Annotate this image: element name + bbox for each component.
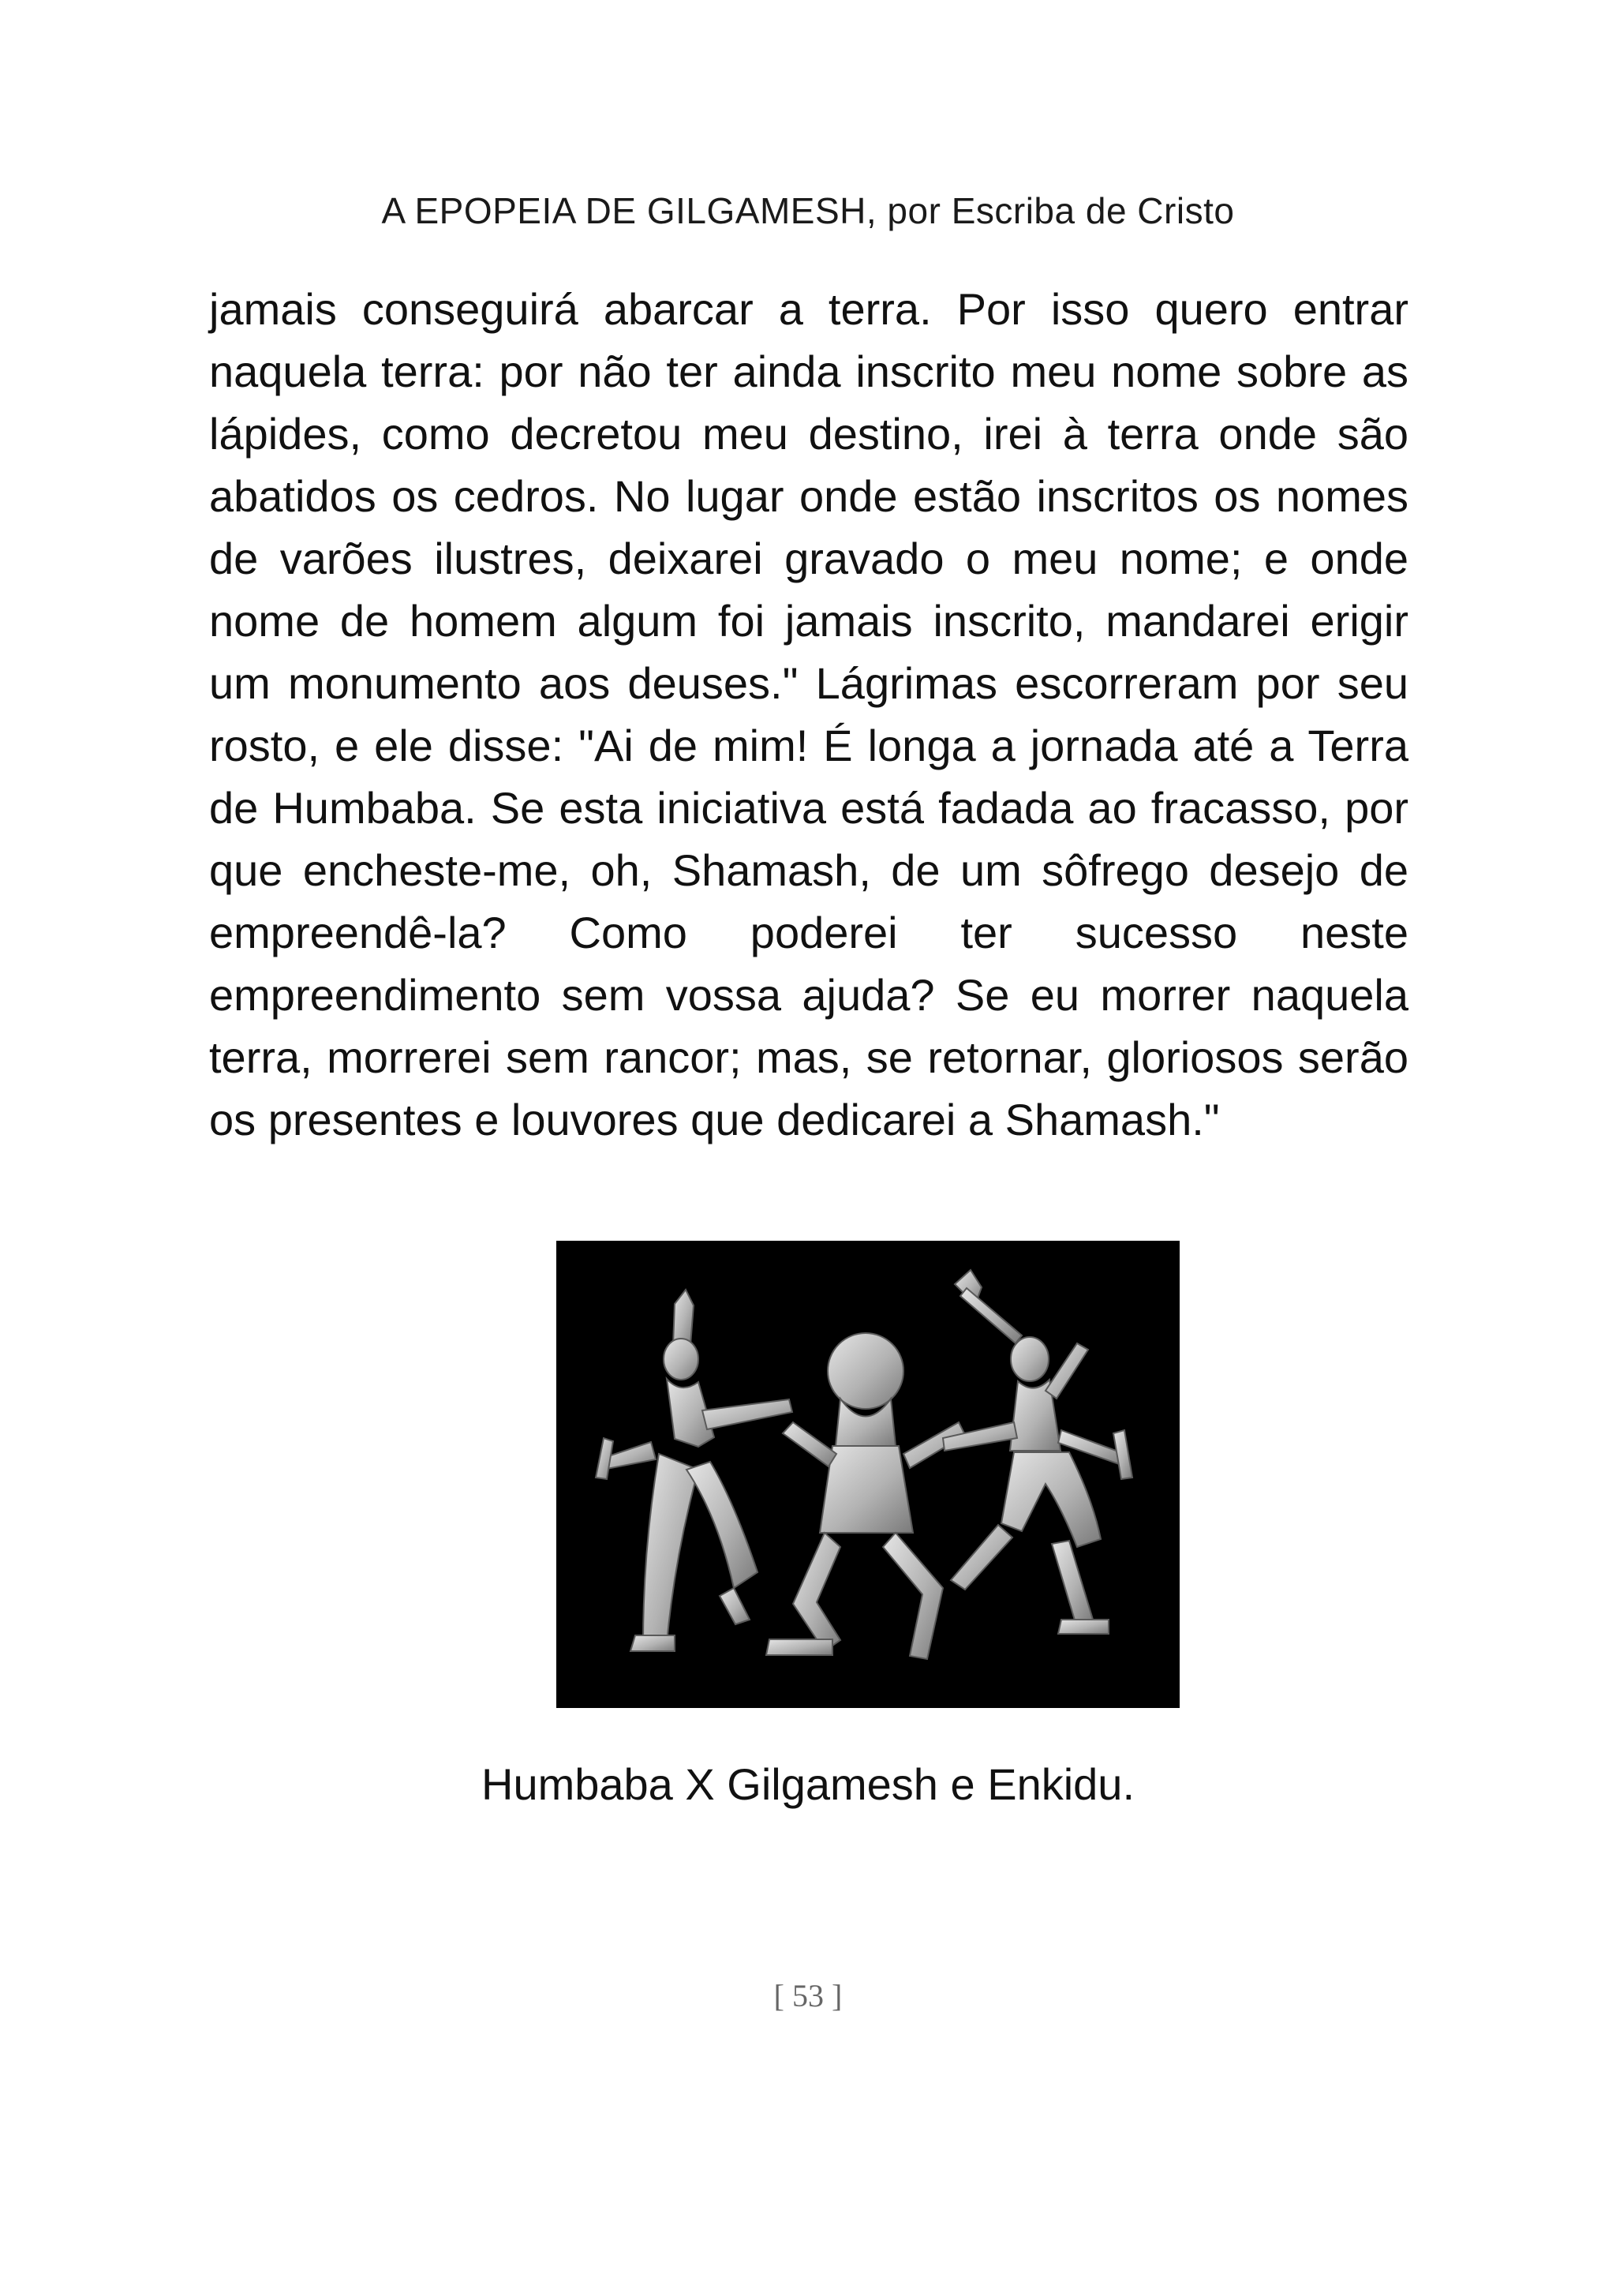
body-text <box>209 278 1408 1151</box>
figure-caption: Humbaba X Gilgamesh e Enkidu. <box>481 1759 1135 1809</box>
running-header: A EPOPEIA DE GILGAMESH, por Escriba de Cristo <box>381 190 1235 231</box>
body-paragraph: jamais conseguirá abarcar a terra. Por isso quero entrar naquela terra: por não ter ainda inscrito meu nome sobre as lápides, como decretou meu destino, irei à terra onde são abatidos os cedros. No lugar onde estão inscritos os nomes de varões ilustres, deixarei gravado o meu nome; e onde nome de homem algum foi jamais inscrito, mandarei erigir um monumento aos deuses." Lágrimas escorreram por seu rosto, e ele disse: "Ai de mim! É longa a jornada até a Terra de Humbaba. Se esta iniciativa está fadada ao fracasso, por que encheste-me, oh, Shamash, de um sôfrego desejo de empreendê-la? Como poderei ter sucesso neste empreendimento sem vossa ajuda? Se eu morrer naquela terra, morrerei sem rancor; mas, se retornar, gloriosos serão os presentes e louvores que dedicarei a Shamash." <box>209 284 1408 1144</box>
relief-illustration <box>556 1241 1180 1708</box>
relief-figures-image <box>556 1241 1180 1708</box>
page-number: [ 53 ] <box>773 1978 843 2013</box>
